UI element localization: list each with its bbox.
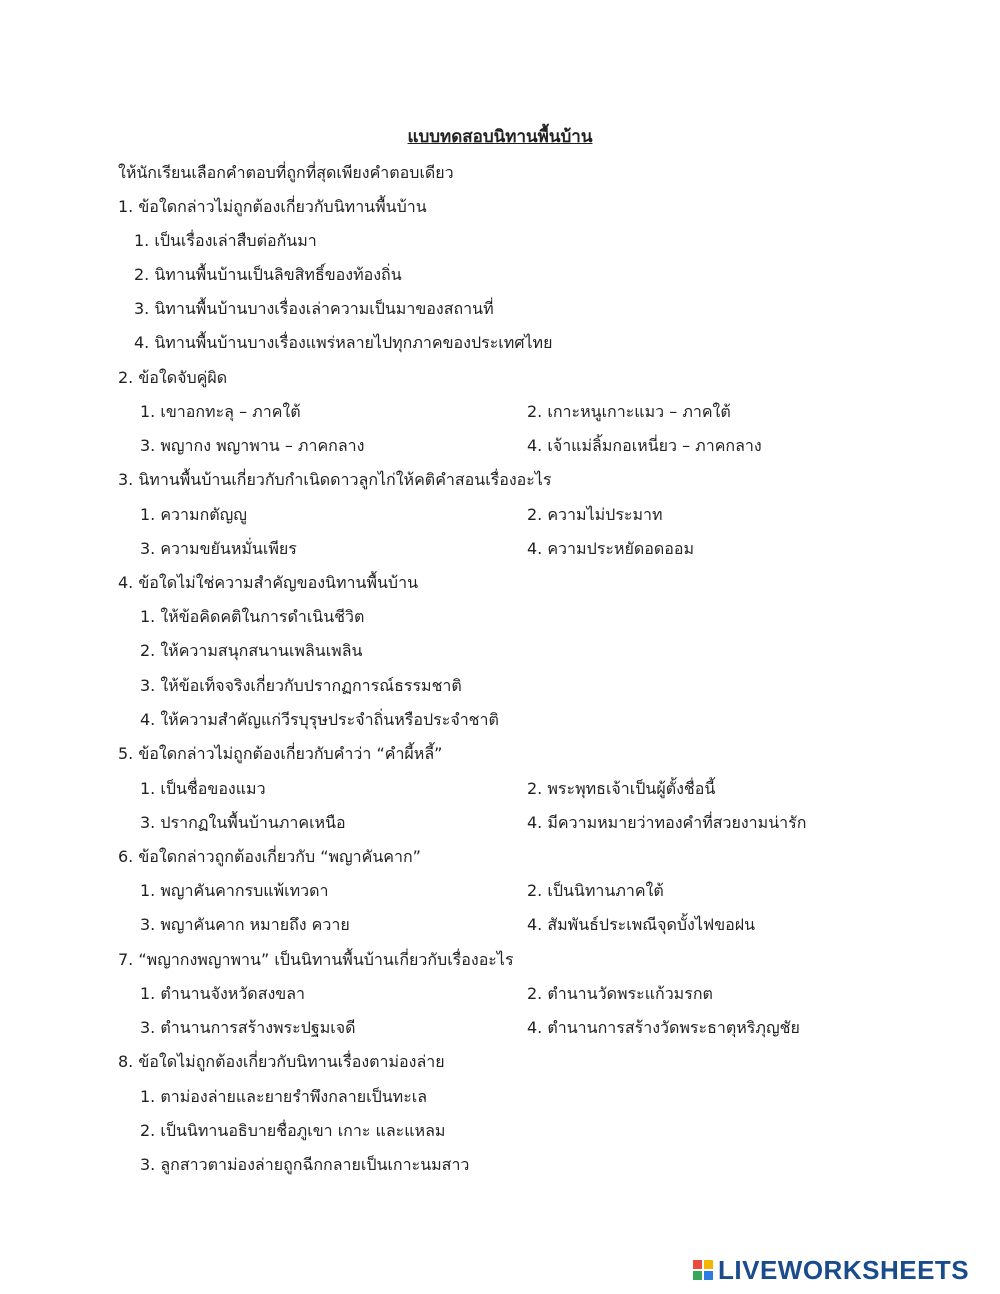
question-8: 8. ข้อใดไม่ถูกต้องเกี่ยวกับนิทานเรื่องตาม่องล่าย	[118, 1052, 445, 1071]
option-1-2[interactable]: 2. นิทานพื้นบ้านเป็นลิขสิทธิ์ของท้องถิ่น	[134, 265, 402, 284]
option-5-2[interactable]: 2. พระพุทธเจ้าเป็นผู้ตั้งชื่อนี้	[527, 779, 716, 798]
option-1-3[interactable]: 3. นิทานพื้นบ้านบางเรื่องเล่าความเป็นมาของสถานที่	[134, 299, 494, 318]
option-7-2[interactable]: 2. ตำนานวัดพระแก้วมรกต	[527, 984, 713, 1003]
option-8-1[interactable]: 1. ตาม่องล่ายและยายรำพึงกลายเป็นทะเล	[140, 1087, 428, 1106]
liveworksheets-logo[interactable]	[692, 1255, 969, 1285]
option-5-1[interactable]: 1. เป็นชื่อของแมว	[140, 779, 266, 798]
option-1-4[interactable]: 4. นิทานพื้นบ้านบางเรื่องแพร่หลายไปทุกภาคของประเทศไทย	[134, 333, 553, 352]
option-7-4[interactable]: 4. ตำนานการสร้างวัดพระธาตุหริภุญชัย	[527, 1018, 800, 1037]
option-7-3[interactable]: 3. ตำนานการสร้างพระปฐมเจดี	[140, 1018, 356, 1037]
question-3: 3. นิทานพื้นบ้านเกี่ยวกับกำเนิดดาวลูกไก่ให้คติคำสอนเรื่องอะไร	[118, 470, 552, 489]
option-3-2[interactable]: 2. ความไม่ประมาท	[527, 505, 663, 524]
option-1-1[interactable]: 1. เป็นเรื่องเล่าสืบต่อกันมา	[134, 231, 317, 250]
question-6: 6. ข้อใดกล่าวถูกต้องเกี่ยวกับ “พญาคันคาก”	[118, 847, 421, 866]
option-6-1[interactable]: 1. พญาคันคากรบแพ้เทวดา	[140, 881, 329, 900]
question-7: 7. “พญากงพญาพาน” เป็นนิทานพื้นบ้านเกี่ยวกับเรื่องอะไร	[118, 950, 514, 969]
option-4-1[interactable]: 1. ให้ข้อคิดคติในการดำเนินชีวิต	[140, 607, 365, 626]
option-7-1[interactable]: 1. ตำนานจังหวัดสงขลา	[140, 984, 305, 1003]
option-8-3[interactable]: 3. ลูกสาวตาม่องล่ายถูกฉีกกลายเป็นเกาะนมสาว	[140, 1155, 470, 1174]
option-2-1[interactable]: 1. เขาอกทะลุ – ภาคใต้	[140, 402, 301, 421]
question-4: 4. ข้อใดไม่ใช่ความสำคัญของนิทานพื้นบ้าน	[118, 573, 418, 592]
option-4-3[interactable]: 3. ให้ข้อเท็จจริงเกี่ยวกับปรากฏการณ์ธรรมชาติ	[140, 676, 462, 695]
question-2: 2. ข้อใดจับคู่ผิด	[118, 368, 228, 387]
liveworksheets-logo-icon	[692, 1259, 714, 1281]
option-8-2[interactable]: 2. เป็นนิทานอธิบายชื่อภูเขา เกาะ และแหลม	[140, 1121, 446, 1140]
option-5-4[interactable]: 4. มีความหมายว่าทองคำที่สวยงามน่ารัก	[527, 813, 807, 832]
brand-name: LIVEWORKSHEETS	[718, 1254, 970, 1285]
instruction: ให้นักเรียนเลือกคำตอบที่ถูกที่สุดเพียงคำตอบเดียว	[118, 163, 454, 182]
question-1: 1. ข้อใดกล่าวไม่ถูกต้องเกี่ยวกับนิทานพื้นบ้าน	[118, 197, 427, 216]
option-4-2[interactable]: 2. ให้ความสนุกสนานเพลินเพลิน	[140, 641, 363, 660]
option-2-3[interactable]: 3. พญากง พญาพาน – ภาคกลาง	[140, 436, 365, 455]
option-3-4[interactable]: 4. ความประหยัดอดออม	[527, 539, 694, 558]
option-6-3[interactable]: 3. พญาคันคาก หมายถึง ควาย	[140, 915, 350, 934]
question-5: 5. ข้อใดกล่าวไม่ถูกต้องเกี่ยวกับคำว่า “คำผี้หลี้”	[118, 744, 443, 763]
option-5-3[interactable]: 3. ปรากฏในพื้นบ้านภาคเหนือ	[140, 813, 346, 832]
worksheet-title: แบบทดสอบนิทานพื้นบ้าน	[407, 127, 593, 147]
option-2-2[interactable]: 2. เกาะหนูเกาะแมว – ภาคใต้	[527, 402, 731, 421]
option-3-1[interactable]: 1. ความกตัญญู	[140, 505, 247, 524]
option-2-4[interactable]: 4. เจ้าแม่ลิ้มกอเหนี่ยว – ภาคกลาง	[527, 436, 762, 455]
option-3-3[interactable]: 3. ความขยันหมั่นเพียร	[140, 539, 297, 558]
option-6-4[interactable]: 4. สัมพันธ์ประเพณีจุดบั้งไฟขอฝน	[527, 915, 756, 934]
option-4-4[interactable]: 4. ให้ความสำคัญแก่วีรบุรุษประจำถิ่นหรือประจำชาติ	[140, 710, 499, 729]
option-6-2[interactable]: 2. เป็นนิทานภาคใต้	[527, 881, 664, 900]
